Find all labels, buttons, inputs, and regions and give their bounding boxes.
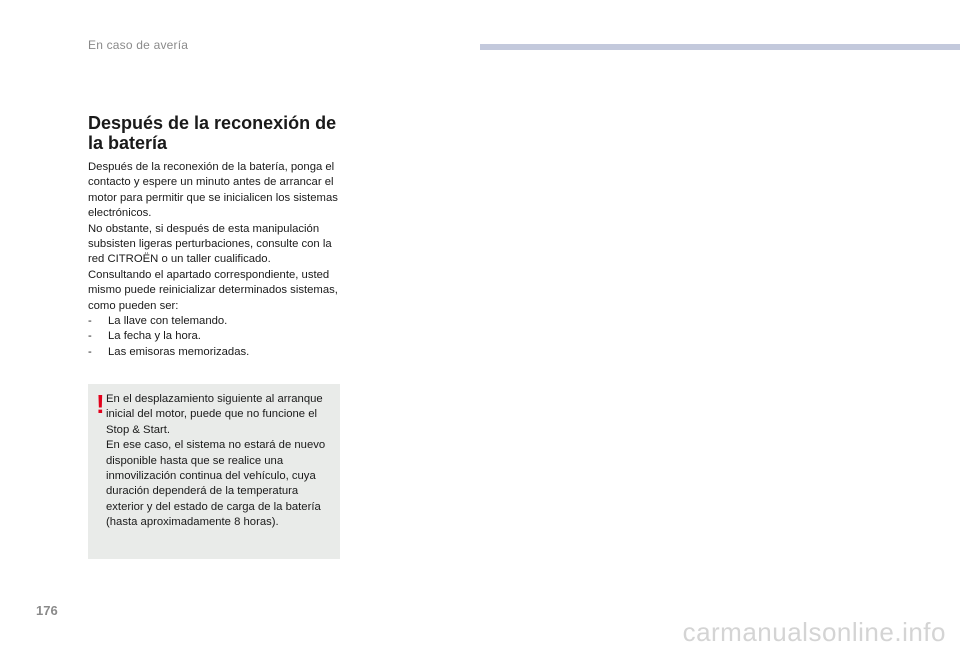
body-paragraph-3: Consultando el apartado correspondiente, usted mismo puede reinicializar determinados sistemas, como pueden ser:: [88, 268, 338, 312]
warning-box: [88, 384, 340, 559]
warning-paragraph-2: En ese caso, el sistema no estará de nuevo disponible hasta que se realice una inmovilización continua del vehículo, cuya duración dependerá de la temperatura exterior y del estado de carga de la batería (hasta aproximadamente 8 horas).: [106, 439, 326, 529]
list-item-text: Las emisoras memorizadas.: [108, 345, 250, 358]
watermark: carmanualsonline.info: [682, 617, 946, 647]
body-paragraph-1: Después de la reconexión de la batería, ponga el contacto y espere un minuto antes de arrancar el motor para permitir que se inicialicen los sistemas electrónicos.: [88, 161, 338, 220]
list-item-text: La fecha y la hora.: [108, 330, 201, 343]
list-item: [88, 329, 348, 344]
page-number: 176: [36, 603, 58, 618]
warning-paragraph-1: En el desplazamiento siguiente al arranque inicial del motor, puede que no funcione el Stop & Start.: [106, 393, 323, 436]
body-text: [88, 160, 348, 360]
exclamation-warning-icon: !: [96, 389, 105, 419]
list-item: [88, 314, 348, 329]
reset-systems-list: [88, 314, 348, 360]
body-paragraph-2: No obstante, si después de esta manipulación subsisten ligeras perturbaciones, consulte con la red CITROËN o un taller cualificado.: [88, 222, 332, 266]
page-title: Después de la reconexión de la batería: [88, 113, 337, 153]
list-marker: -: [88, 345, 92, 358]
list-item-text: La llave con telemando.: [108, 315, 228, 328]
list-marker: -: [88, 315, 92, 328]
header-bar: [480, 44, 960, 50]
warning-text: [106, 392, 334, 531]
list-item: [88, 345, 348, 360]
section-header: En caso de avería: [88, 38, 189, 52]
list-marker: -: [88, 330, 92, 343]
